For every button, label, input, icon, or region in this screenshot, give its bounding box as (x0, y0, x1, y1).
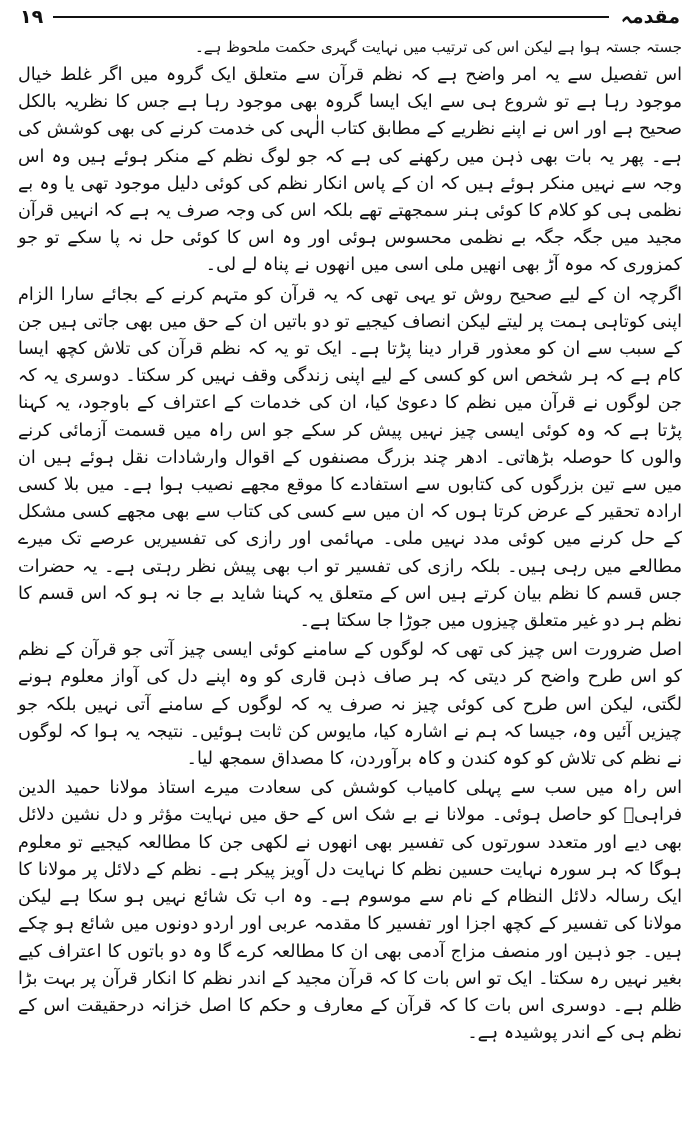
paragraph-continuation: جستہ جستہ ہوا ہے لیکن اس کی ترتیب میں نہایت گہری حکمت ملحوظ ہے۔ (194, 38, 682, 56)
paragraph: اصل ضرورت اس چیز کی تھی کہ لوگوں کے سامنے کوئی ایسی چیز آتی جو قرآن کے نظم کو اس طرح واضح کر دیتی کہ ہر صاف ذہن قاری کو وہ اپنے دل کی آواز معلوم ہونے لگتی، لیکن اس طرح کی کوئی چیز نہ صرف یہ کہ لوگوں کے سامنے آتی نہیں بلکہ جو چیزیں آئیں وہ، جیسا کہ ہم نے اشارہ کیا، مایوس کن ثابت ہوئیں۔ نتیجہ یہ ہوا کہ لوگوں نے نظم کی تلاش کو کوہ کندن و کاہ برآوردن، کا مصداق سمجھ لیا۔ (18, 640, 682, 770)
running-head-title: مقدمہ (620, 6, 680, 28)
page-header (20, 6, 680, 28)
page-number: ۱۹ (20, 6, 44, 28)
body-text (18, 36, 682, 1047)
paragraph: اگرچہ ان کے لیے صحیح روش تو یہی تھی کہ یہ قرآن کو متہم کرنے کے بجائے سارا الزام اپنی کوتاہی ہمت پر لیتے لیکن انصاف کیجیے تو دو باتیں ان کے حق میں بھی جاتی ہیں جن کے سبب سے ان کو معذور قرار دینا پڑتا ہے۔ ایک تو یہ کہ نظم قرآن کی تلاش کچھ ایسا کام ہے کہ ہر شخص اس کو کسی کے لیے اپنی زندگی وقف نہیں کر سکتا۔ دوسری یہ کہ جن لوگوں نے قرآن میں نظم کا دعویٰ کیا، ان کی خدمات کے اعتراف کے باوجود، یہ کہنا پڑتا ہے کہ وہ کوئی ایسی چیز نہیں پیش کر سکے جو اس راہ میں قسمت آزمائی کرنے والوں کا حوصلہ بڑھاتی۔ ادھر چند بزرگ مصنفوں کے اقوال وارشادات نقل ہوئے ہیں ان میں سے تین بزرگوں کی کتابوں سے استفادے کا موقع مجھے نصیب ہوا ہے۔ میں بلا کسی ارادہ تحقیر کے عرض کرتا ہوں کہ ان میں سے کسی کی کتاب سے بھی مجھے کسی مشکل کے حل کرنے میں کوئی مدد نہیں ملی۔ مہائمی اور رازی کی تفسیریں عرصے تک میرے مطالعے میں رہی ہیں۔ بلکہ رازی کی تفسیر تو اب بھی پیش نظر رہتی ہے۔ یہ حضرات جس قسم کا نظم بیان کرتے ہیں اس کے متعلق یہ کہنا شاید بے جا نہ ہو کہ اس قسم کا نظم ہر دو غیر متعلق چیزوں میں جوڑا جا سکتا ہے۔ (18, 284, 682, 632)
paragraph: اس تفصیل سے یہ امر واضح ہے کہ نظم قرآن سے متعلق ایک گروہ میں اگر غلط خیال موجود رہا ہے تو شروع ہی سے ایک ایسا گروہ بھی موجود رہا ہے جس کا نظریہ بالکل صحیح ہے اور اس نے اپنے نظریے کے مطابق کتاب الٰہی کی خدمت کرنے کی بھی کوشش کی ہے۔ پھر یہ بات بھی ذہن میں رکھنے کی ہے کہ جو لوگ نظم کے منکر ہوئے ہیں وہ اس وجہ سے نہیں منکر ہوئے ہیں کہ ان کے پاس انکار نظم کی کوئی دلیل موجود تھی یا وہ بے نظمی ہی کو کلام کا کوئی ہنر سمجھتے تھے بلکہ اس کی وجہ صرف یہ ہے کہ انہیں قرآن مجید میں جگہ جگہ بے نظمی محسوس ہوئی اور وہ اس کا کوئی حل نہ پا سکے تو جو کمزوری کہ موہ آڑ بھی انھیں ملی اسی میں انھوں نے پناہ لے لی۔ (18, 65, 682, 276)
header-rule (53, 16, 608, 18)
paragraph: اس راہ میں سب سے پہلی کامیاب کوشش کی سعادت میرے استاذ مولانا حمید الدین فراہیؒ کو حاصل ہوئی۔ مولانا نے بے شک اس کے حق میں نہایت مؤثر و دل نشین دلائل بھی دیے اور متعدد سورتوں کی تفسیر بھی انھوں نے لکھی جن کا مطالعہ کیجیے تو معلوم ہوگا کہ ہر سورہ نہایت حسین نظم کا نہایت دل آویز پیکر ہے۔ نظم کے دلائل پر مولانا کا ایک رسالہ دلائل النظام کے نام سے موسوم ہے۔ وہ اب تک شائع نہیں ہو سکا ہے لیکن مولانا کی تفسیر کے کچھ اجزا اور تفسیر کا مقدمہ عربی اور اردو دونوں میں شائع ہو چکے ہیں۔ جو ذہین اور منصف مزاج آدمی بھی ان کا مطالعہ کرے گا وہ دو باتوں کا اعتراف کیے بغیر نہیں رہ سکتا۔ ایک تو اس بات کا کہ قرآن مجید کے اندر نظم کا انکار قرآن پر بہت بڑا ظلم ہے۔ دوسری اس بات کا کہ قرآن کے معارف و حکم کا اصل خزانہ درحقیقت اس کے نظم ہی کے اندر پوشیدہ ہے۔ (18, 778, 682, 1044)
